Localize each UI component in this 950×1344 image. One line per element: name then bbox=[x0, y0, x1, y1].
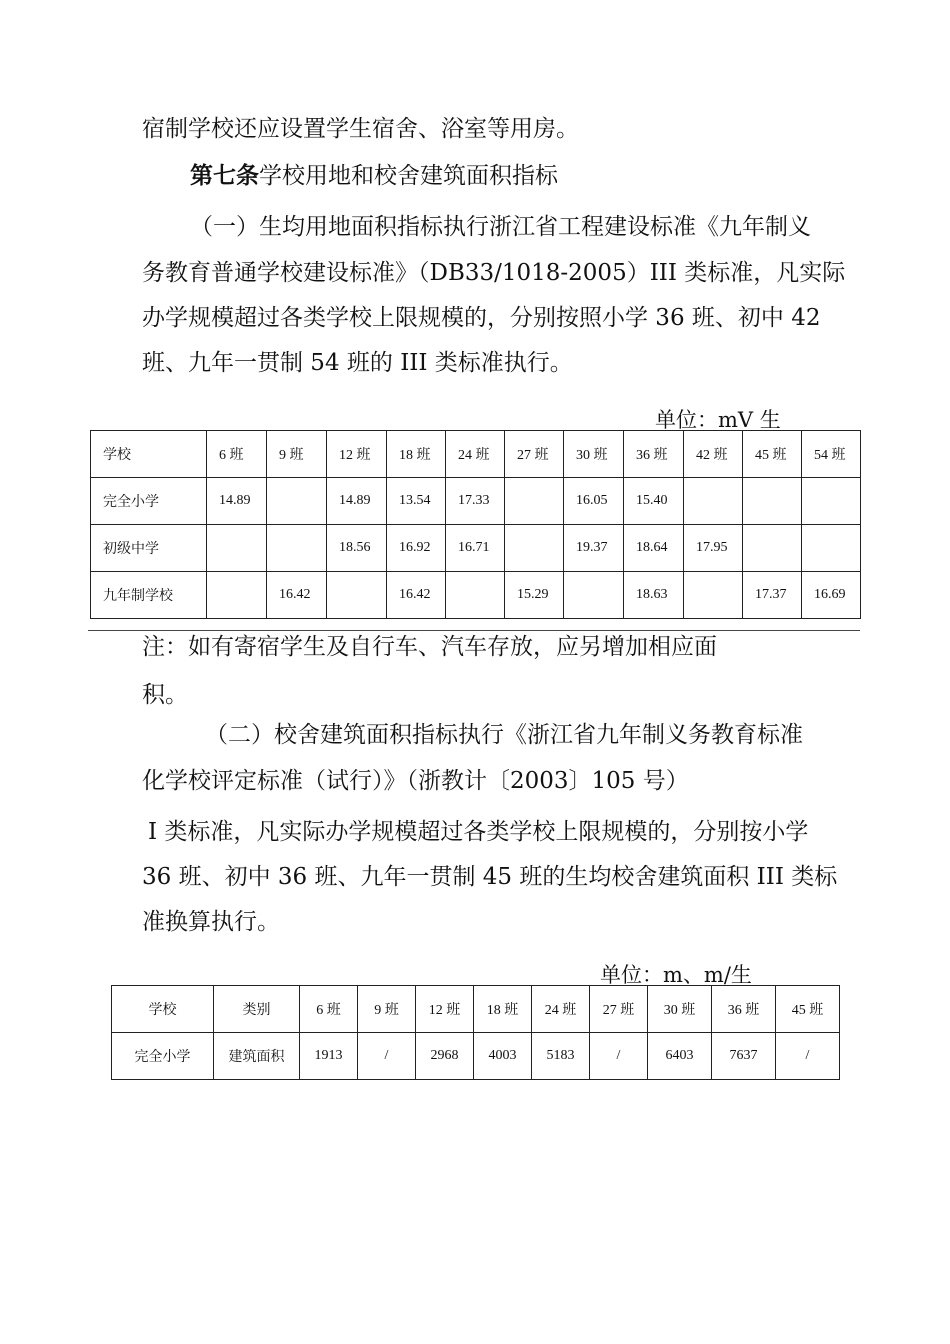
table2-header-cell: 27 班 bbox=[590, 986, 648, 1033]
table1-value-cell: 16.42 bbox=[267, 572, 327, 619]
table1-value-cell: 17.95 bbox=[684, 525, 743, 572]
table2-value-cell: 5183 bbox=[532, 1033, 590, 1080]
table1-header-cell: 6 班 bbox=[207, 431, 267, 478]
table2-value-cell: / bbox=[776, 1033, 840, 1080]
land-area-table bbox=[90, 430, 861, 619]
table1-value-cell: 16.42 bbox=[387, 572, 446, 619]
table1-value-cell: 13.54 bbox=[387, 478, 446, 525]
table1-row bbox=[91, 525, 861, 572]
table1-unit: 单位：mV 生 bbox=[655, 408, 781, 432]
paragraph-one-line-1: （一）生均用地面积指标执行浙江省工程建设标准《九年制义 bbox=[190, 214, 811, 240]
paragraph-three-line-1: I 类标准，凡实际办学规模超过各类学校上限规模的，分别按小学 bbox=[148, 819, 809, 845]
table2-header-cell: 18 班 bbox=[474, 986, 532, 1033]
table1-value-cell bbox=[802, 525, 861, 572]
table2-header-cell: 类别 bbox=[214, 986, 300, 1033]
table1-value-cell bbox=[446, 572, 505, 619]
table1-header-cell: 24 班 bbox=[446, 431, 505, 478]
table2-unit: 单位：m、m/生 bbox=[600, 963, 752, 987]
table1-value-cell bbox=[684, 478, 743, 525]
table1-value-cell bbox=[505, 478, 564, 525]
table1-value-cell: 18.63 bbox=[624, 572, 684, 619]
table1-value-cell: 19.37 bbox=[564, 525, 624, 572]
table1-row bbox=[91, 478, 861, 525]
article-title: 学校用地和校舍建筑面积指标 bbox=[259, 163, 558, 189]
table-divider bbox=[88, 630, 860, 631]
table2-value-cell: / bbox=[590, 1033, 648, 1080]
article-number: 第七条 bbox=[190, 162, 259, 189]
table2-value-cell: 2968 bbox=[416, 1033, 474, 1080]
table1-value-cell bbox=[327, 572, 387, 619]
table1-value-cell: 16.05 bbox=[564, 478, 624, 525]
table1-header-cell: 30 班 bbox=[564, 431, 624, 478]
table1-label-cell: 九年制学校 bbox=[91, 572, 207, 619]
table1-value-cell bbox=[684, 572, 743, 619]
table1-value-cell: 16.92 bbox=[387, 525, 446, 572]
table1-value-cell: 18.56 bbox=[327, 525, 387, 572]
paragraph-one-line-4: 班、九年一贯制 54 班的 III 类标准执行。 bbox=[142, 350, 573, 376]
table2-header-cell: 36 班 bbox=[712, 986, 776, 1033]
table1-header-cell: 45 班 bbox=[743, 431, 802, 478]
table1-value-cell bbox=[505, 525, 564, 572]
table1-value-cell: 18.64 bbox=[624, 525, 684, 572]
table1-header-cell: 54 班 bbox=[802, 431, 861, 478]
table1-header-cell: 9 班 bbox=[267, 431, 327, 478]
paragraph-three-line-2: 36 班、初中 36 班、九年一贯制 45 班的生均校舍建筑面积 III 类标 bbox=[142, 864, 838, 890]
paragraph-one-line-3: 办学规模超过各类学校上限规模的，分别按照小学 36 班、初中 42 bbox=[142, 305, 821, 331]
paragraph-continuation: 宿制学校还应设置学生宿舍、浴室等用房。 bbox=[142, 116, 579, 142]
table1-label-cell: 初级中学 bbox=[91, 525, 207, 572]
table1-row bbox=[91, 572, 861, 619]
paragraph-two-line-2: 化学校评定标准（试行）》（浙教计〔2003〕105 号） bbox=[142, 768, 689, 794]
table1-header-cell: 18 班 bbox=[387, 431, 446, 478]
table2-value-cell: 7637 bbox=[712, 1033, 776, 1080]
article-seven-heading bbox=[190, 161, 558, 191]
table2-value-cell: / bbox=[358, 1033, 416, 1080]
table2-header-cell: 12 班 bbox=[416, 986, 474, 1033]
table1-value-cell: 16.71 bbox=[446, 525, 505, 572]
table2-header-cell: 6 班 bbox=[300, 986, 358, 1033]
table1-value-cell bbox=[802, 478, 861, 525]
table1-header-row bbox=[91, 431, 861, 478]
table1-value-cell: 15.40 bbox=[624, 478, 684, 525]
table1-value-cell bbox=[743, 478, 802, 525]
table2-value-cell: 6403 bbox=[648, 1033, 712, 1080]
table1-value-cell bbox=[564, 572, 624, 619]
paragraph-three-line-3: 准换算执行。 bbox=[142, 909, 280, 935]
table1-value-cell bbox=[207, 572, 267, 619]
table2-label-cell: 建筑面积 bbox=[214, 1033, 300, 1080]
note-line-2: 积。 bbox=[142, 682, 188, 708]
building-area-table bbox=[111, 985, 840, 1080]
note-line-1: 注：如有寄宿学生及自行车、汽车存放，应另增加相应面 bbox=[142, 634, 717, 660]
table1-label-cell: 完全小学 bbox=[91, 478, 207, 525]
table2-row bbox=[112, 1033, 840, 1080]
table2-header-cell: 30 班 bbox=[648, 986, 712, 1033]
table1-value-cell: 14.89 bbox=[207, 478, 267, 525]
table1-value-cell bbox=[207, 525, 267, 572]
table2-header-cell: 9 班 bbox=[358, 986, 416, 1033]
table2-header-cell: 45 班 bbox=[776, 986, 840, 1033]
table2-value-cell: 4003 bbox=[474, 1033, 532, 1080]
table1-header-cell: 27 班 bbox=[505, 431, 564, 478]
table2-value-cell: 1913 bbox=[300, 1033, 358, 1080]
table2-label-cell: 完全小学 bbox=[112, 1033, 214, 1080]
table1-value-cell: 16.69 bbox=[802, 572, 861, 619]
table2-header-row bbox=[112, 986, 840, 1033]
table1-header-cell: 学校 bbox=[91, 431, 207, 478]
table1-value-cell: 17.37 bbox=[743, 572, 802, 619]
table1-value-cell: 17.33 bbox=[446, 478, 505, 525]
table1-value-cell bbox=[267, 525, 327, 572]
table1-header-cell: 12 班 bbox=[327, 431, 387, 478]
table1-value-cell bbox=[743, 525, 802, 572]
paragraph-two-line-1: （二）校舍建筑面积指标执行《浙江省九年制义务教育标准 bbox=[205, 722, 803, 748]
paragraph-one-line-2: 务教育普通学校建设标准》（DB33/1018-2005）III 类标准，凡实际 bbox=[142, 260, 846, 286]
table1-value-cell: 14.89 bbox=[327, 478, 387, 525]
table2-header-cell: 24 班 bbox=[532, 986, 590, 1033]
table1-header-cell: 42 班 bbox=[684, 431, 743, 478]
table1-header-cell: 36 班 bbox=[624, 431, 684, 478]
table1-value-cell: 15.29 bbox=[505, 572, 564, 619]
table1-value-cell bbox=[267, 478, 327, 525]
table2-header-cell: 学校 bbox=[112, 986, 214, 1033]
